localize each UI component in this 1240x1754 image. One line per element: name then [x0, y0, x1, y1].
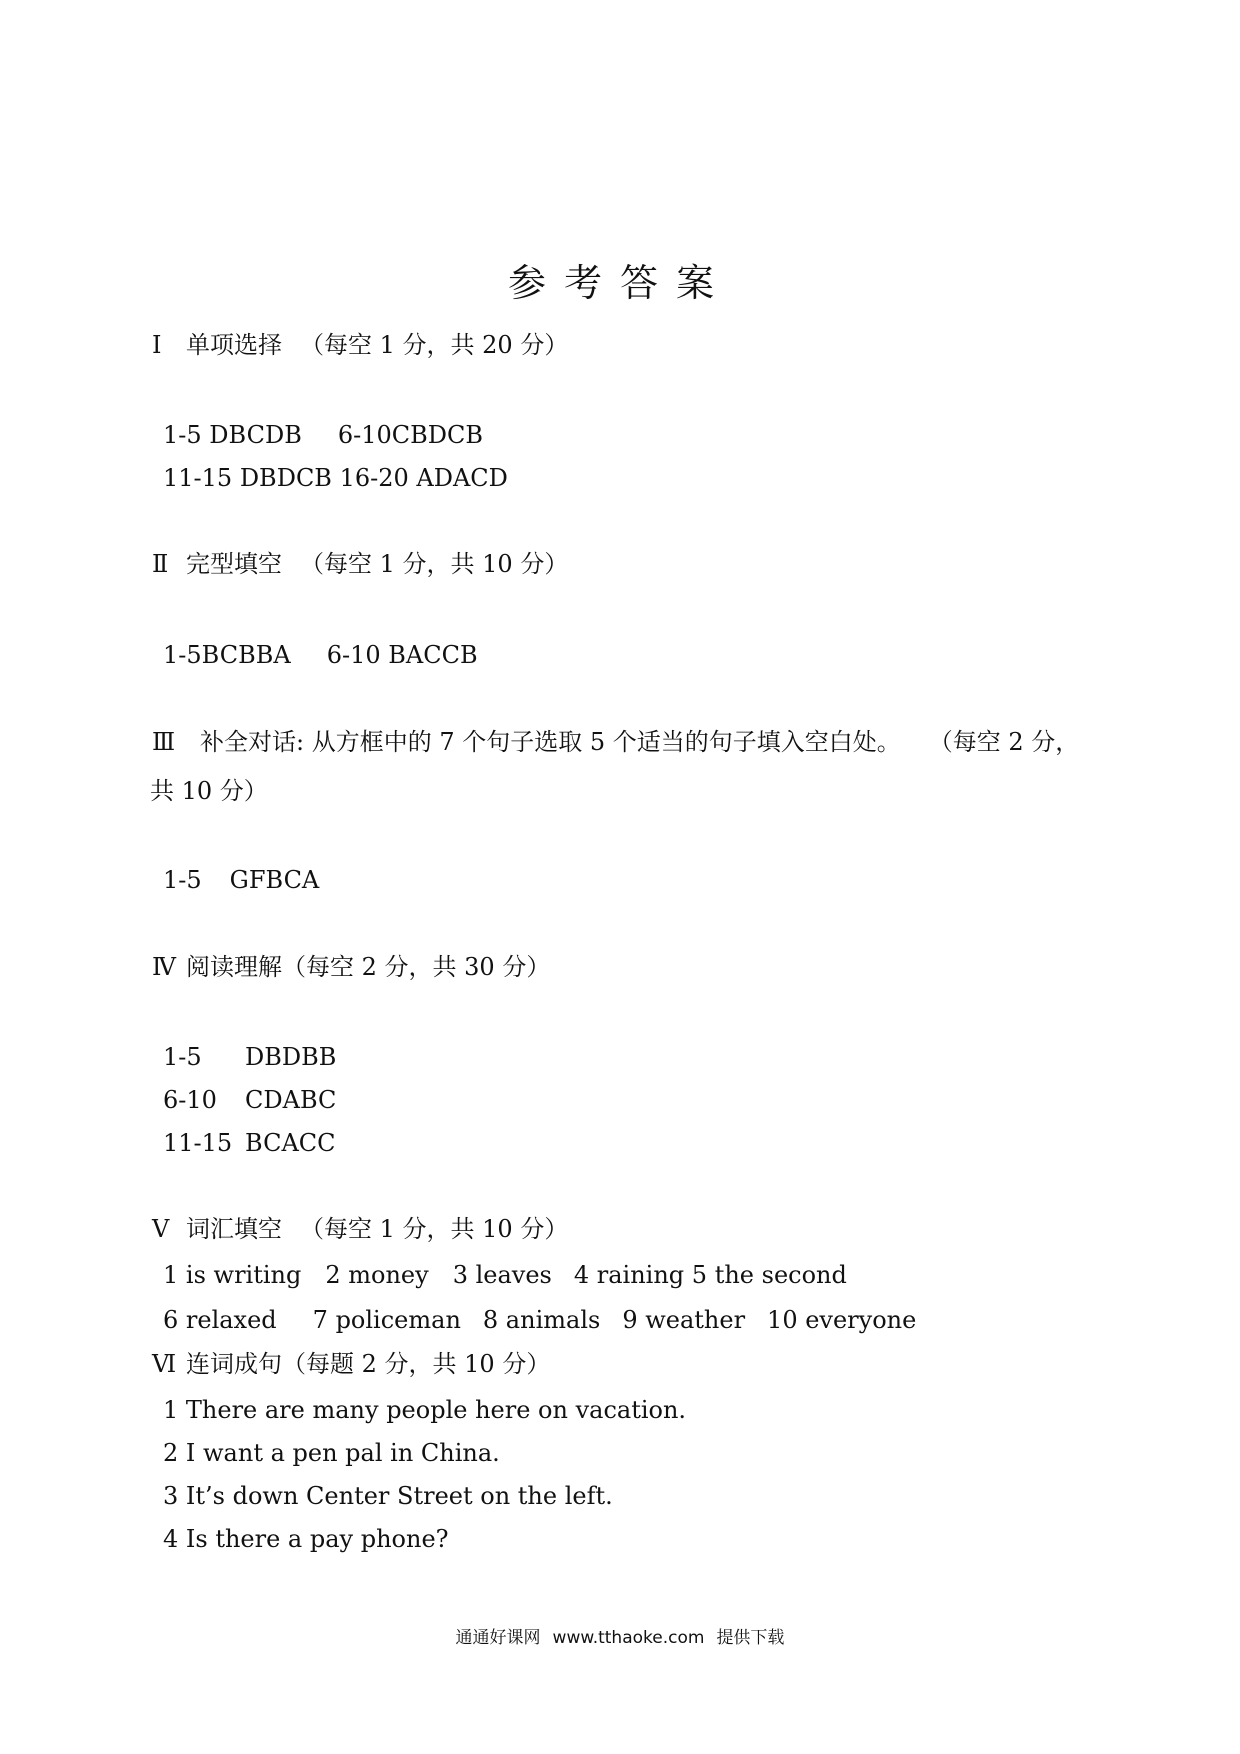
vocab-answer: 2 money	[325, 1261, 429, 1289]
answer-group: DBDBB	[245, 1043, 337, 1071]
section-1-answer-row	[163, 420, 483, 450]
vocab-answer: 9 weather	[622, 1306, 746, 1334]
section-2-heading	[152, 549, 568, 579]
section-1-label: 单项选择	[186, 331, 282, 359]
section-6-number: Ⅵ	[152, 1350, 177, 1378]
section-2-label: 完型填空	[186, 550, 282, 578]
section-3-label: 补全对话: 从方框中的 7 个句子选取 5 个适当的句子填入空白处。	[200, 728, 901, 756]
answer-group: 6-10 BACCB	[326, 641, 478, 669]
section-3-answer-row	[163, 865, 319, 895]
answer-group: 1-5	[163, 866, 202, 894]
answer-group: 1-5BCBBA	[163, 641, 291, 669]
answer-range: 6-10	[163, 1086, 217, 1114]
section-3-number: Ⅲ	[152, 728, 176, 756]
section-3-score-continued: 共 10 分）	[150, 777, 268, 805]
page-title: 参考答案	[507, 261, 732, 305]
footer-url[interactable]: www.tthaoke.com	[552, 1628, 705, 1648]
section-4-number: Ⅳ	[152, 953, 176, 981]
sentence-answer: 3 It’s down Center Street on the left.	[163, 1482, 613, 1510]
page-footer	[0, 1626, 1240, 1650]
answer-range: 11-15	[163, 1129, 233, 1157]
section-1-heading	[152, 330, 568, 360]
sentence-answer: 1 There are many people here on vacation.	[163, 1396, 687, 1424]
section-6-heading	[152, 1349, 550, 1379]
vocab-answer: 3 leaves	[452, 1261, 552, 1289]
answer-group: 1-5 DBCDB	[163, 421, 302, 449]
section-5-heading	[152, 1214, 568, 1244]
section-2-answer-row	[163, 640, 478, 670]
answer-group: GFBCA	[229, 866, 320, 894]
vocab-answer: 4 raining 5 the second	[573, 1261, 847, 1289]
answer-group: 6-10CBDCB	[337, 421, 484, 449]
section-5-answer-row	[163, 1305, 916, 1335]
vocab-answer: 10 everyone	[767, 1306, 917, 1334]
section-3-score: （每空 2 分，	[940, 728, 1080, 756]
section-1-number: Ⅰ	[152, 331, 162, 359]
section-4-answer-row	[163, 1085, 336, 1115]
section-3-heading	[152, 727, 1079, 757]
sentence-answer: 2 I want a pen pal in China.	[163, 1439, 500, 1467]
answer-group: 11-15 DBDCB 16-20 ADACD	[163, 464, 508, 492]
section-1-answer-row	[163, 463, 508, 493]
section-5-label: 词汇填空	[186, 1215, 282, 1243]
answer-group: BCACC	[245, 1129, 336, 1157]
footer-site-name: 通通好课网	[455, 1628, 541, 1648]
section-5-number: Ⅴ	[152, 1215, 170, 1243]
vocab-answer: 7 policeman	[312, 1306, 461, 1334]
section-4-heading	[152, 952, 550, 982]
section-6-label: 连词成句（每题 2 分，共 10 分）	[186, 1350, 551, 1378]
vocab-answer: 6 relaxed	[163, 1306, 277, 1334]
section-4-label: 阅读理解（每空 2 分，共 30 分）	[186, 953, 551, 981]
section-2-score: （每空 1 分，共 10 分）	[300, 550, 569, 578]
section-1-score: （每空 1 分，共 20 分）	[300, 331, 569, 359]
section-2-number: Ⅱ	[152, 550, 169, 578]
vocab-answer: 1 is writing	[163, 1261, 302, 1289]
answer-range: 1-5	[163, 1043, 202, 1071]
vocab-answer: 8 animals	[482, 1306, 601, 1334]
answer-group: CDABC	[245, 1086, 337, 1114]
section-5-answer-row	[163, 1260, 847, 1290]
section-4-answer-row	[163, 1042, 336, 1072]
section-5-score: （每空 1 分，共 10 分）	[300, 1215, 569, 1243]
section-4-answer-row	[163, 1128, 336, 1158]
sentence-answer: 4 Is there a pay phone?	[163, 1525, 449, 1553]
footer-note: 提供下载	[716, 1628, 785, 1648]
